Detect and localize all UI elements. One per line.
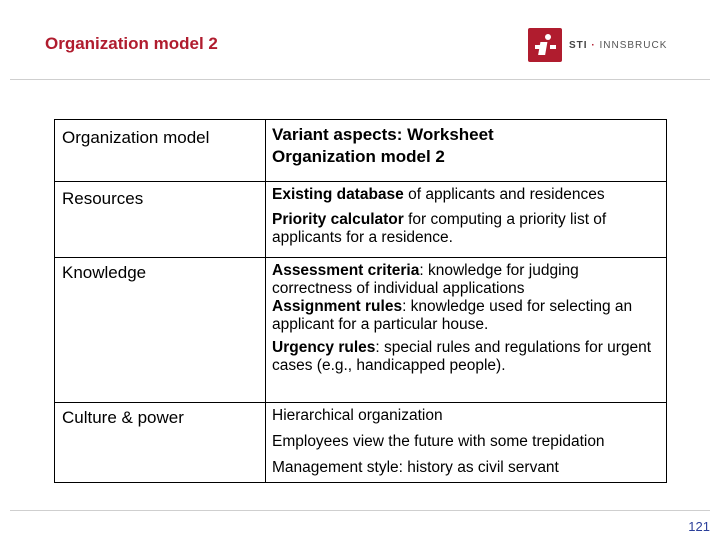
page-number: 121 [688, 519, 710, 534]
list-item [272, 339, 662, 375]
footer-divider [10, 510, 710, 511]
table-row [55, 258, 667, 403]
row-content [266, 182, 667, 258]
row-label: Culture & power [55, 403, 266, 483]
table-header-row [55, 120, 667, 182]
row-label: Knowledge [55, 258, 266, 403]
item-term: Priority calculator [272, 211, 404, 228]
item-term: Assessment criteria [272, 262, 420, 279]
logo-city: INNSBRUCK [599, 39, 668, 51]
row-content [266, 403, 667, 483]
row-content [266, 258, 667, 403]
item-text: Management style: history as civil servant [272, 459, 559, 476]
list-item [272, 407, 662, 425]
list-item [272, 433, 662, 451]
list-item [272, 211, 662, 247]
header-right-line2: Organization model 2 [272, 147, 445, 166]
header-divider [10, 79, 710, 80]
list-item [272, 186, 662, 204]
list-item [272, 262, 662, 298]
item-text: Employees view the future with some trepidation [272, 433, 605, 450]
row-label: Resources [55, 182, 266, 258]
item-text: for computing a priority list of applicants for a residence. [272, 211, 607, 246]
sti-logo-text [569, 40, 667, 51]
organization-model-table [54, 119, 667, 483]
header-cell-left: Organization model [55, 120, 266, 182]
item-text: Hierarchical organization [272, 407, 443, 424]
page-title: Organization model 2 [45, 34, 218, 53]
item-text: : knowledge for judging correctness of individual applications [272, 262, 579, 297]
item-text: : knowledge used for selecting an applicant for a particular house. [272, 298, 633, 333]
item-text: of applicants and residences [403, 186, 605, 203]
table-row [55, 182, 667, 258]
list-item [272, 298, 662, 334]
item-text: : special rules and regulations for urgent cases (e.g., handicapped people). [272, 339, 652, 374]
item-term: Urgency rules [272, 339, 376, 356]
list-item [272, 459, 662, 477]
sti-logo [528, 28, 667, 62]
header-right-line1: Variant aspects: Worksheet [272, 125, 494, 144]
table-row [55, 403, 667, 483]
logo-sti: STI [569, 39, 588, 51]
header-cell-right [266, 120, 667, 182]
item-term: Existing database [272, 186, 404, 203]
item-term: Assignment rules [272, 298, 403, 315]
sti-logo-icon [528, 28, 562, 62]
logo-separator: · [591, 39, 596, 51]
